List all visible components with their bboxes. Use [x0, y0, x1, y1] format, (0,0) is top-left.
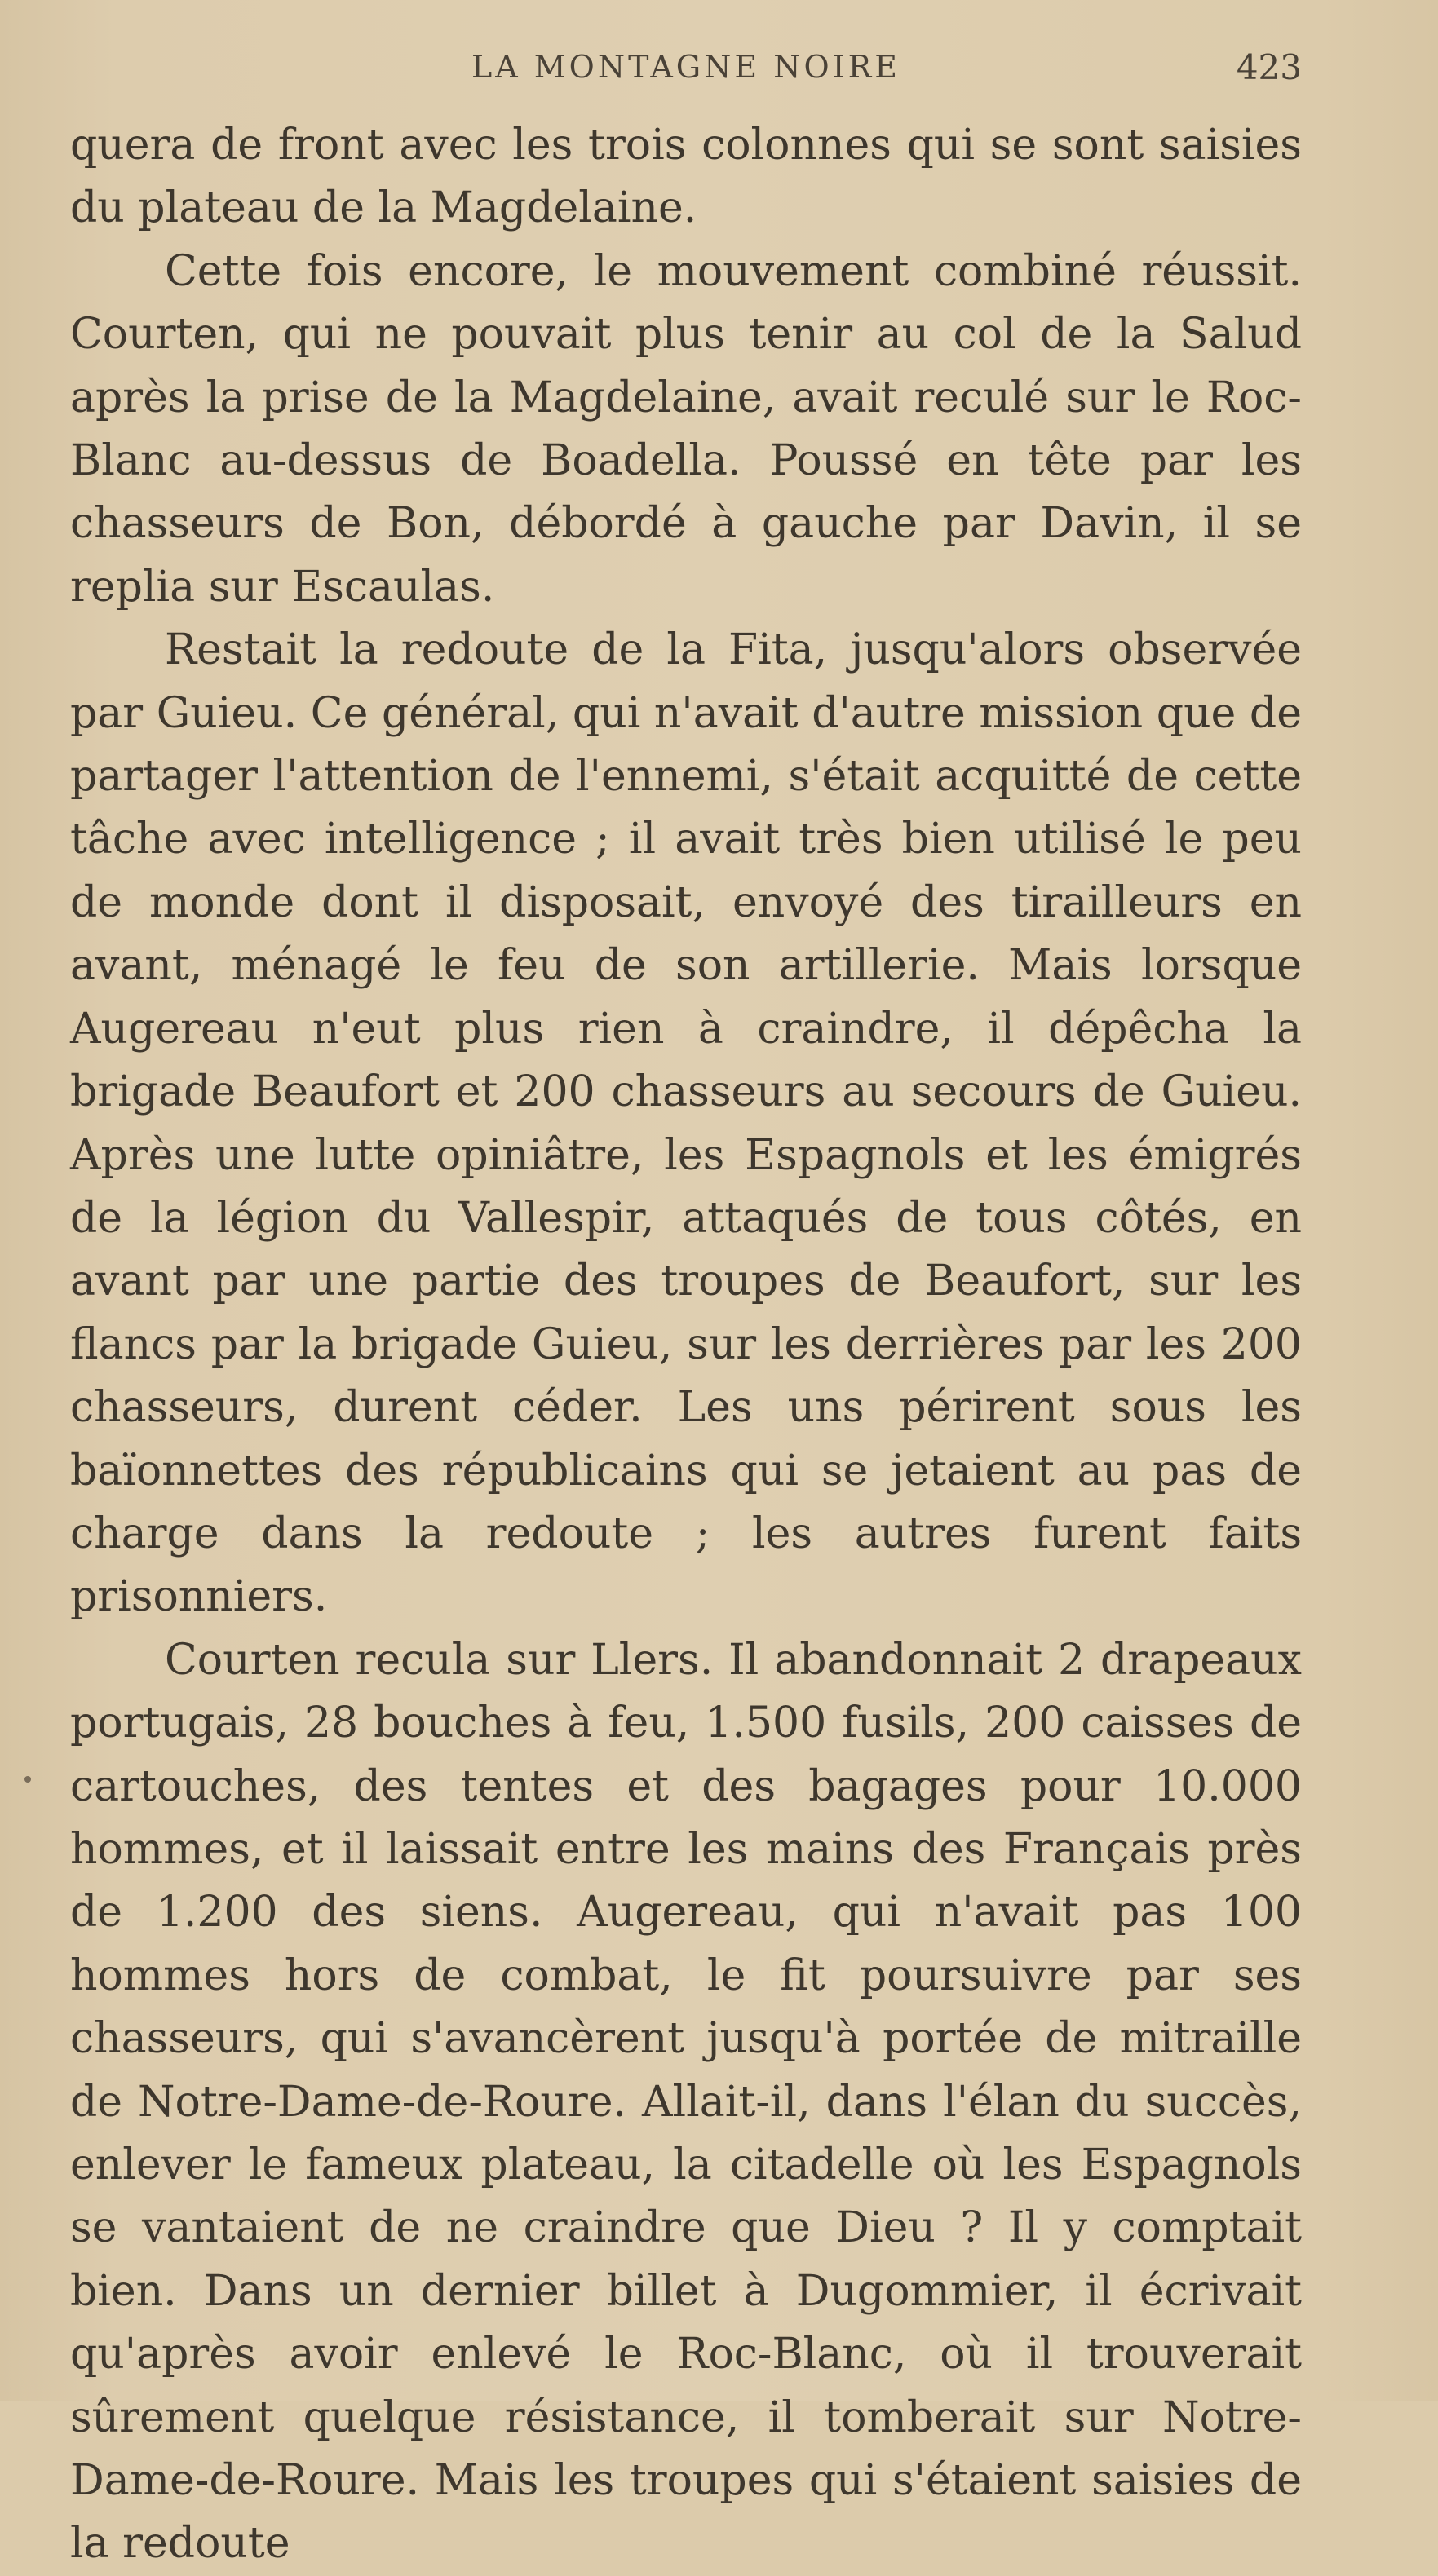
paragraph: Restait la redoute de la Fita, jusqu'alors observée par Guieu. Ce général, qui n'avait d'autre mission que de partager l'attention de l'ennemi, s'était acquitté de cette tâche avec intelligence ; il avait très bien utilisé le peu de monde dont il disposait, envoyé des tirailleurs en avant, ménagé le feu de son artillerie. Mais lorsque Augereau n'eut plus rien à craindre, il dépêcha la brigade Beaufort et 200 chasseurs au secours de Guieu. Après une lutte opiniâtre, les Espagnols et les émigrés de la légion du Vallespir, attaqués de tous côtés, en avant par une partie des troupes de Beaufort, sur les flancs par la brigade Guieu, sur les derrières par les 200 chasseurs, durent céder. Les uns périrent sous les baïonnettes des républicains qui se jetaient au pas de charge dans la redoute ; les autres furent faits prisonniers.	[70, 625, 1302, 1622]
body-text	[70, 114, 1302, 2576]
paragraph: Courten recula sur Llers. Il abandonnait 2 drapeaux portugais, 28 bouches à feu, 1.500 fusils, 200 caisses de cartouches, des tentes et des bagages pour 10.000 hommes, et il laissait entre les mains des Français près de 1.200 des siens. Augereau, qui n'avait pas 100 hommes hors de combat, le fit poursuivre par ses chasseurs, qui s'avancèrent jusqu'à portée de mitraille de Notre-Dame-de-Roure. Allait-il, dans l'élan du succès, enlever le fameux plateau, la citadelle où les Espagnols se vantaient de ne craindre que Dieu ? Il y comptait bien. Dans un dernier billet à Dugommier, il écrivait qu'après avoir enlevé le Roc-Blanc, où il trouverait sûrement quelque résistance, il tomberait sur Notre-Dame-de-Roure. Mais les troupes qui s'étaient saisies de la redoute	[70, 1635, 1302, 2569]
running-title: LA MONTAGNE NOIRE	[471, 49, 900, 85]
page-number: 423	[1236, 47, 1302, 87]
page-header	[70, 42, 1302, 91]
paragraph: Cette fois encore, le mouvement combiné réussit. Courten, qui ne pouvait plus tenir au col de la Salud après la prise de la Magdelaine, avait reculé sur le Roc-Blanc au-dessus de Boadella. Poussé en tête par les chasseurs de Bon, débordé à gauche par Davin, il se replia sur Escaulas.	[70, 246, 1302, 612]
paragraph-continuation: quera de front avec les trois colonnes qui se sont saisies du plateau de la Magdelaine.	[70, 121, 1302, 233]
margin-speck	[24, 1776, 31, 1783]
